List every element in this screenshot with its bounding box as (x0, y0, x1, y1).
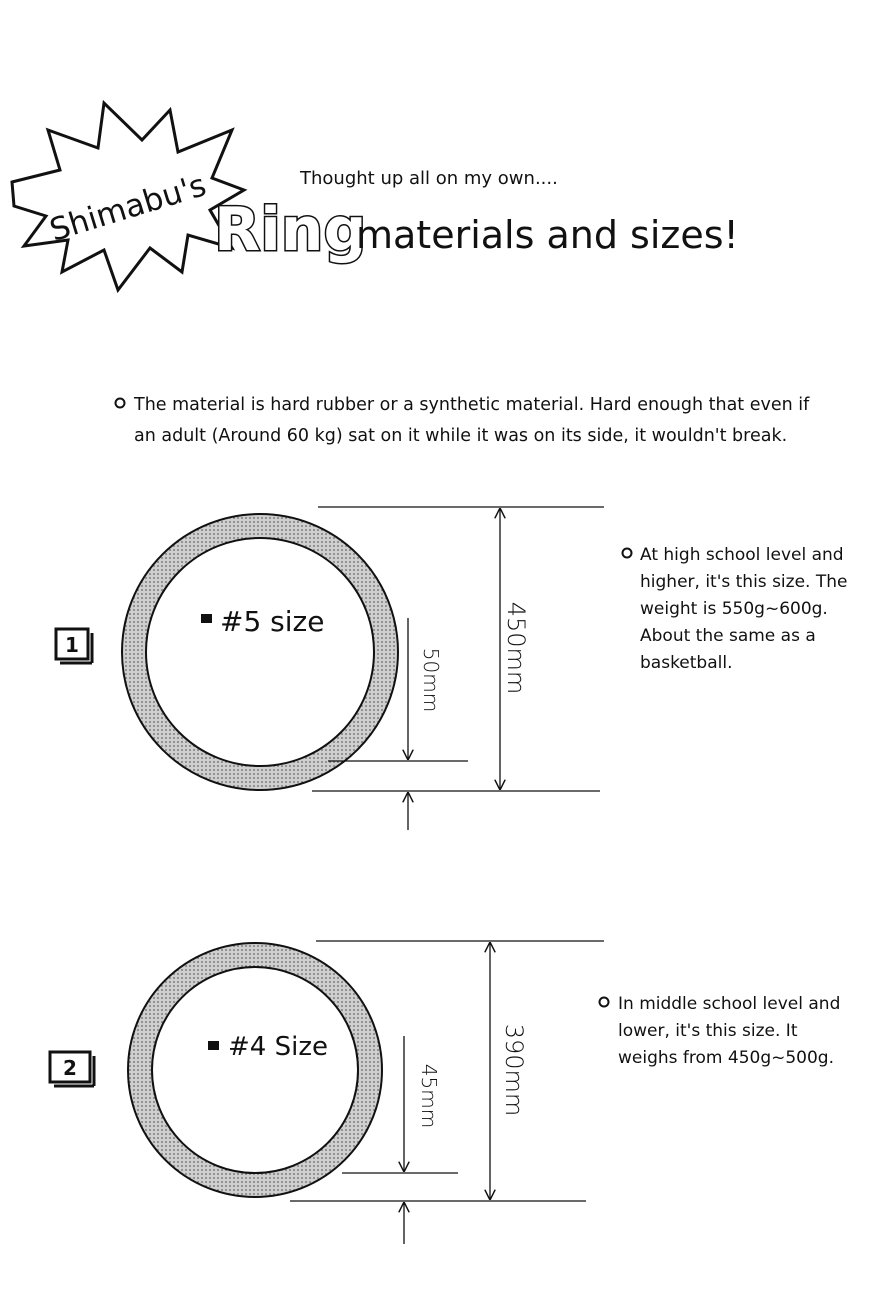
ring-number-2: 2 (63, 1056, 77, 1080)
bullet-icon (623, 549, 632, 558)
thickness-dimension-label-2: 45mm (417, 1063, 441, 1129)
size-marker-icon (208, 1041, 219, 1050)
outer-dimension-label-1: 450mm (502, 601, 530, 695)
ring-inner-edge (152, 967, 358, 1173)
note-1-line-2: higher, it's this size. The (640, 572, 848, 592)
note-1-line-1: At high school level and (640, 545, 844, 565)
ring-number-1: 1 (65, 633, 79, 657)
note-2-line-1: In middle school level and (618, 994, 841, 1014)
ring-shape-2 (140, 955, 370, 1185)
ring-diagram-1 (56, 507, 847, 830)
subtitle: Thought up all on my own.... (300, 168, 558, 189)
note-2-line-2: lower, it's this size. It (618, 1021, 798, 1041)
header (12, 103, 739, 290)
ring-diagram-2 (50, 941, 840, 1244)
thickness-dimension-label-1: 50mm (419, 647, 443, 713)
outer-dimension-label-2: 390mm (500, 1023, 528, 1117)
title-word-ring: Ring (214, 195, 367, 265)
ring-shape-1 (134, 526, 386, 778)
note-1-line-5: basketball. (640, 653, 733, 673)
bullet-icon (600, 998, 609, 1007)
bullet-icon (116, 399, 125, 408)
ring-inner-edge (146, 538, 374, 766)
size-label-1: #5 size (220, 605, 325, 638)
badge-text: Shimabu's (45, 167, 211, 249)
size-label-2: #4 Size (228, 1032, 328, 1062)
size-marker-icon (201, 614, 212, 623)
note-2-line-3: weighs from 450g~500g. (618, 1048, 835, 1068)
title-rest: materials and sizes! (356, 213, 739, 257)
note-1-line-4: About the same as a (640, 626, 816, 646)
intro-line-1: The material is hard rubber or a synthetic material. Hard enough that even if (134, 395, 810, 415)
intro-line-2: an adult (Around 60 kg) sat on it while it was on its side, it wouldn't break. (134, 426, 788, 446)
note-1-line-3: weight is 550g~600g. (640, 599, 828, 619)
intro-note (116, 395, 811, 446)
